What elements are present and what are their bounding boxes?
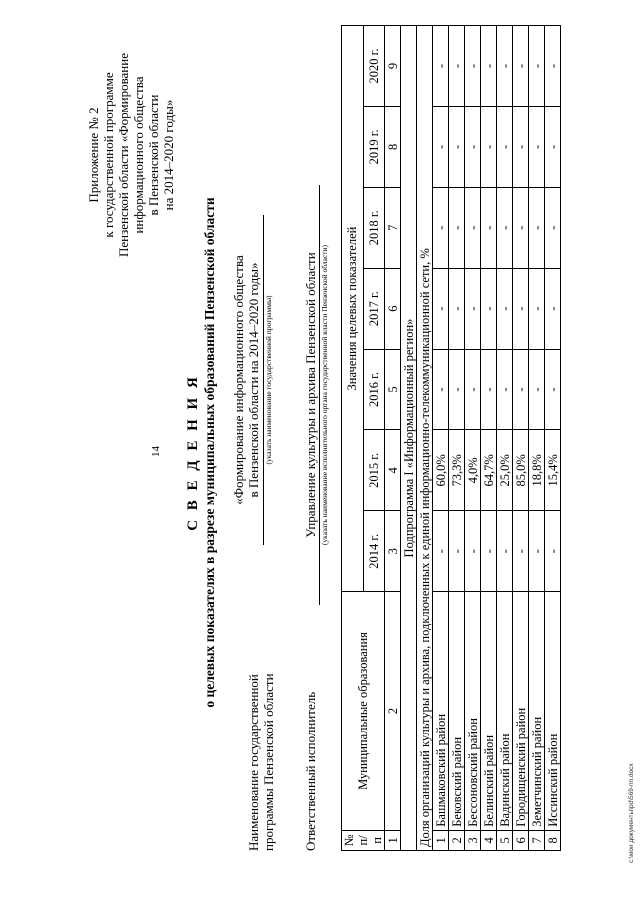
indicator-value: 73,3% [449, 430, 465, 511]
appendix-line: к государственной программе [101, 72, 116, 238]
indicator-value: - [465, 511, 481, 592]
indicator-value: - [529, 187, 545, 268]
col-header-values: Значения целевых показателей [342, 26, 364, 592]
municipality-name: Земетчинский район [529, 592, 545, 831]
indicator-value: - [513, 26, 529, 107]
col-header-num: № п/п [342, 830, 385, 850]
appendix-line: Приложение № 2 [86, 107, 101, 203]
municipality-name: Городищенский район [513, 592, 529, 831]
col-header-mo: Муниципальные образования [342, 592, 385, 831]
data-rows [433, 26, 561, 851]
indicator-value: 85,0% [513, 430, 529, 511]
column-number: 6 [385, 268, 401, 349]
indicator-value: - [513, 511, 529, 592]
col-header-year: 2020 г. [363, 26, 385, 107]
indicator-value: - [449, 106, 465, 187]
document-subtitle: о целевых показателях в разрезе муниципальных образований Пензенской области [202, 197, 217, 708]
indicator-value: - [529, 349, 545, 430]
table-row [465, 26, 481, 851]
indicator-value: - [497, 349, 513, 430]
municipality-name: Белинский район [481, 592, 497, 831]
column-number: 8 [385, 106, 401, 187]
program-label [246, 673, 276, 851]
municipality-name: Бековский район [449, 592, 465, 831]
column-number: 1 [385, 830, 401, 850]
indicator-value: 25,0% [497, 430, 513, 511]
indicator-value: - [545, 26, 561, 107]
program-value-line: в Пензенской области на 2014–2020 годы» [246, 262, 261, 498]
indicator-value: - [481, 349, 497, 430]
municipality-name: Иссинский район [545, 592, 561, 831]
indicator-value: - [433, 106, 449, 187]
col-header-year: 2014 г. [363, 511, 385, 592]
row-number: 7 [529, 830, 545, 850]
indicator-value: - [545, 349, 561, 430]
col-header-year: 2019 г. [363, 106, 385, 187]
column-number: 5 [385, 349, 401, 430]
table-row [545, 26, 561, 851]
row-number: 8 [545, 830, 561, 850]
indicator-value: - [497, 106, 513, 187]
indicator-value: - [513, 268, 529, 349]
table-row [433, 26, 449, 851]
indicator-value: - [513, 349, 529, 430]
indicator-value: - [513, 106, 529, 187]
indicator-value: - [449, 26, 465, 107]
program-value [231, 215, 261, 545]
municipality-name: Башмаковский район [433, 592, 449, 831]
program-label-line: программы Пензенской области [261, 673, 276, 851]
column-number-row [385, 26, 401, 851]
indicator-value: - [433, 268, 449, 349]
table-row [497, 26, 513, 851]
appendix-line: информационного общества [131, 76, 146, 234]
column-number: 7 [385, 187, 401, 268]
table-row [449, 26, 465, 851]
indicator-value: - [481, 268, 497, 349]
column-number: 4 [385, 430, 401, 511]
indicator-value: - [465, 349, 481, 430]
appendix-line: в Пензенской области [146, 94, 161, 216]
indicator-value: 64,7% [481, 430, 497, 511]
row-number: 3 [465, 830, 481, 850]
indicator-value: - [481, 106, 497, 187]
indicator-value: - [545, 187, 561, 268]
executor-hint: (указать наименование исполнительного органа государственной власти Пензенской области) [320, 244, 329, 546]
indicator-value: - [545, 268, 561, 349]
subprogram-row [401, 26, 417, 851]
row-number: 6 [513, 830, 529, 850]
col-header-year: 2015 г. [363, 430, 385, 511]
col-header-year: 2017 г. [363, 268, 385, 349]
subprogram-title: Подпрограмма I «Информационный регион» [401, 26, 417, 851]
indicator-value: - [497, 511, 513, 592]
indicator-value: - [465, 268, 481, 349]
column-number: 3 [385, 511, 401, 592]
indicator-value: 15,4% [545, 430, 561, 511]
indicator-value: - [433, 511, 449, 592]
table-header-row [342, 26, 364, 851]
executor-label: Ответственный исполнитель [303, 691, 318, 851]
executor-value: Управление культуры и архива Пензенской области [303, 252, 318, 538]
indicator-value: - [449, 268, 465, 349]
indicator-value: - [529, 106, 545, 187]
indicator-value: - [497, 187, 513, 268]
indicator-value: - [465, 106, 481, 187]
table-row [529, 26, 545, 851]
program-value-line: «Формирование информационного общества [231, 255, 246, 505]
indicator-value: - [529, 511, 545, 592]
municipality-name: Вадинский район [497, 592, 513, 831]
row-number: 5 [497, 830, 513, 850]
indicator-value: - [433, 187, 449, 268]
indicator-value: - [529, 268, 545, 349]
appendix-line: на 2014–2020 годы» [161, 99, 176, 211]
row-number: 2 [449, 830, 465, 850]
indicator-value: - [449, 187, 465, 268]
document-title: С В Е Д Е Н И Я [185, 374, 201, 531]
row-number: 4 [481, 830, 497, 850]
indicator-value: - [497, 268, 513, 349]
indicator-value: - [449, 511, 465, 592]
indicator-value: - [433, 349, 449, 430]
row-number: 1 [433, 830, 449, 850]
indicator-title: Доля организаций культуры и архива, подключенных к единой информационно-телекоммуникационной сети, % [417, 26, 433, 851]
indicator-value: - [465, 187, 481, 268]
indicator-value: - [433, 26, 449, 107]
column-number: 9 [385, 26, 401, 107]
indicators-table [341, 25, 561, 851]
indicator-value: 60,0% [433, 430, 449, 511]
indicator-row [417, 26, 433, 851]
program-hint: (указать наименование государственной программы) [264, 295, 273, 465]
column-number: 2 [385, 592, 401, 831]
indicator-value: - [545, 511, 561, 592]
appendix-line: Пензенской области «Формирование [116, 53, 131, 257]
page-number: 14 [150, 446, 162, 457]
indicator-value: - [481, 26, 497, 107]
municipality-name: Бессоновский район [465, 592, 481, 831]
indicator-value: - [513, 187, 529, 268]
table-row [513, 26, 529, 851]
table-row [481, 26, 497, 851]
appendix-note [86, 45, 176, 265]
indicator-value: - [545, 106, 561, 187]
indicator-value: - [497, 26, 513, 107]
program-label-line: Наименование государственной [246, 674, 261, 851]
indicator-value: - [449, 349, 465, 430]
col-header-year: 2016 г. [363, 349, 385, 430]
indicator-value: - [465, 26, 481, 107]
file-path-footer: c:\мои документы\рd\569-пп.docx [628, 763, 635, 863]
indicator-value: - [481, 511, 497, 592]
indicator-value: - [481, 187, 497, 268]
col-header-year: 2018 г. [363, 187, 385, 268]
indicator-value: - [529, 26, 545, 107]
indicator-value: 4,0% [465, 430, 481, 511]
indicator-value: 18,8% [529, 430, 545, 511]
